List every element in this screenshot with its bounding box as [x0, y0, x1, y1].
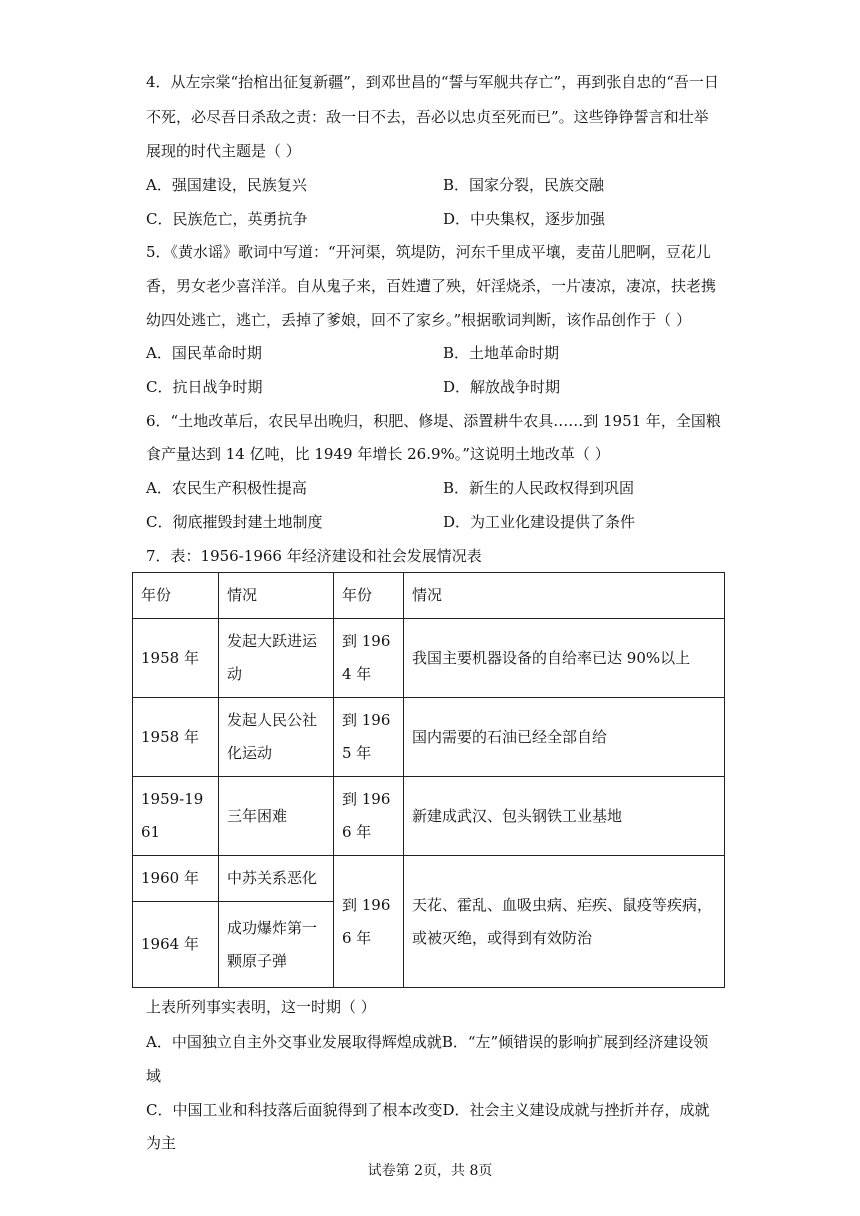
- table-cell: 到 1964 年: [334, 619, 404, 698]
- table-cell: 1959-1961: [133, 777, 219, 856]
- table-cell: 天花、霍乱、血吸虫病、疟疾、鼠疫等疾病，或被灭绝，或得到有效防治: [404, 856, 725, 988]
- q4-option-b: B．国家分裂，民族交融: [443, 176, 605, 194]
- q5-line-1: 5．《黄水谣》歌词中写道：“开河渠，筑堤防，河东千里成平壤，麦苗儿肥啊，豆花儿: [146, 243, 711, 261]
- table-header-row: [133, 573, 725, 619]
- economy-table: [132, 572, 725, 988]
- table-row: [133, 856, 725, 902]
- q5-line-2: 香，男女老少喜洋洋。自从鬼子来，百姓遭了殃，奸淫烧杀，一片凄凉，凄凉，扶老携: [146, 277, 717, 295]
- table-cell: 发起人民公社化运动: [219, 698, 334, 777]
- q4-option-a: A．强国建设，民族复兴: [146, 176, 307, 194]
- q4-line-1: 4．从左宗棠“抬棺出征复新疆”，到邓世昌的“誓与军舰共存亡”，再到张自忠的“吾一日: [146, 73, 719, 91]
- q7-option-d: D．社会主义建设成就与挫折并存，成就: [442, 1101, 710, 1119]
- q5-option-c: C．抗日战争时期: [146, 378, 263, 396]
- table-cell: 1960 年: [133, 856, 219, 902]
- table-header: 情况: [219, 573, 334, 619]
- table-cell: 发起大跃进运动: [219, 619, 334, 698]
- table-cell: 1964 年: [133, 902, 219, 988]
- q7-option-a: A．中国独立自主外交事业发展取得辉煌成就: [146, 1033, 442, 1051]
- q6-option-d: D．为工业化建设提供了条件: [443, 513, 636, 531]
- table-row: [133, 777, 725, 856]
- q6-line-2: 食产量达到 14 亿吨，比 1949 年增长 26.9%。”这说明土地改革（ ）: [146, 445, 610, 463]
- q6-option-c: C．彻底摧毁封建土地制度: [146, 513, 323, 531]
- q5-option-d: D．解放战争时期: [443, 378, 561, 396]
- q7-option-a-b: [146, 1032, 708, 1052]
- table-cell: 到 1966 年: [334, 777, 404, 856]
- table-row: [133, 698, 725, 777]
- q5-option-a: A．国民革命时期: [146, 344, 262, 362]
- q7-option-c-d: [146, 1100, 710, 1120]
- table-cell: 到 1966 年: [334, 856, 404, 988]
- q6-line-1: 6．“土地改革后，农民早出晚归，积肥、修堤、添置耕牛农具……到 1951 年，全国粮: [146, 412, 721, 430]
- page-footer: 试卷第 2页，共 8页: [367, 1163, 493, 1179]
- table-cell: 新建成武汉、包头钢铁工业基地: [404, 777, 725, 856]
- q5-line-3: 幼四处逃亡，逃亡，丢掉了爹娘，回不了家乡。”根据歌词判断，该作品创作于（ ）: [146, 311, 691, 329]
- q6-option-b: B．新生的人民政权得到巩固: [443, 479, 635, 497]
- q7-option-c: C．中国工业和科技落后面貌得到了根本改变: [146, 1101, 443, 1119]
- table-cell: 中苏关系恶化: [219, 856, 334, 902]
- q7-option-b-cont: 域: [146, 1067, 162, 1085]
- q7-option-d-cont: 为主: [146, 1134, 177, 1152]
- q5-option-b: B．土地革命时期: [443, 344, 560, 362]
- q7-option-b: B．“左”倾错误的影响扩展到经济建设领: [441, 1033, 709, 1051]
- q4-line-3: 展现的时代主题是（ ）: [146, 142, 301, 160]
- table-cell: 到 1965 年: [334, 698, 404, 777]
- q6-option-a: A．农民生产积极性提高: [146, 479, 307, 497]
- table-header: 年份: [133, 573, 219, 619]
- table-cell: 我国主要机器设备的自给率已达 90%以上: [404, 619, 725, 698]
- table-cell: 成功爆炸第一颗原子弹: [219, 902, 334, 988]
- q4-option-d: D．中央集权，逐步加强: [443, 210, 606, 228]
- q4-line-2: 不死，必尽吾日杀敌之责：敌一日不去，吾必以忠贞至死而已”。这些铮铮誓言和壮举: [146, 108, 709, 126]
- q7-stem: 上表所列事实表明，这一时期（ ）: [146, 998, 376, 1016]
- table-cell: 三年困难: [219, 777, 334, 856]
- table-header: 情况: [404, 573, 725, 619]
- q4-option-c: C．民族危亡，英勇抗争: [146, 210, 308, 228]
- table-row: [133, 619, 725, 698]
- table-cell: 国内需要的石油已经全部自给: [404, 698, 725, 777]
- q7-title: 7．表：1956-1966 年经济建设和社会发展情况表: [146, 547, 482, 565]
- table-header: 年份: [334, 573, 404, 619]
- table-cell: 1958 年: [133, 698, 219, 777]
- table-cell: 1958 年: [133, 619, 219, 698]
